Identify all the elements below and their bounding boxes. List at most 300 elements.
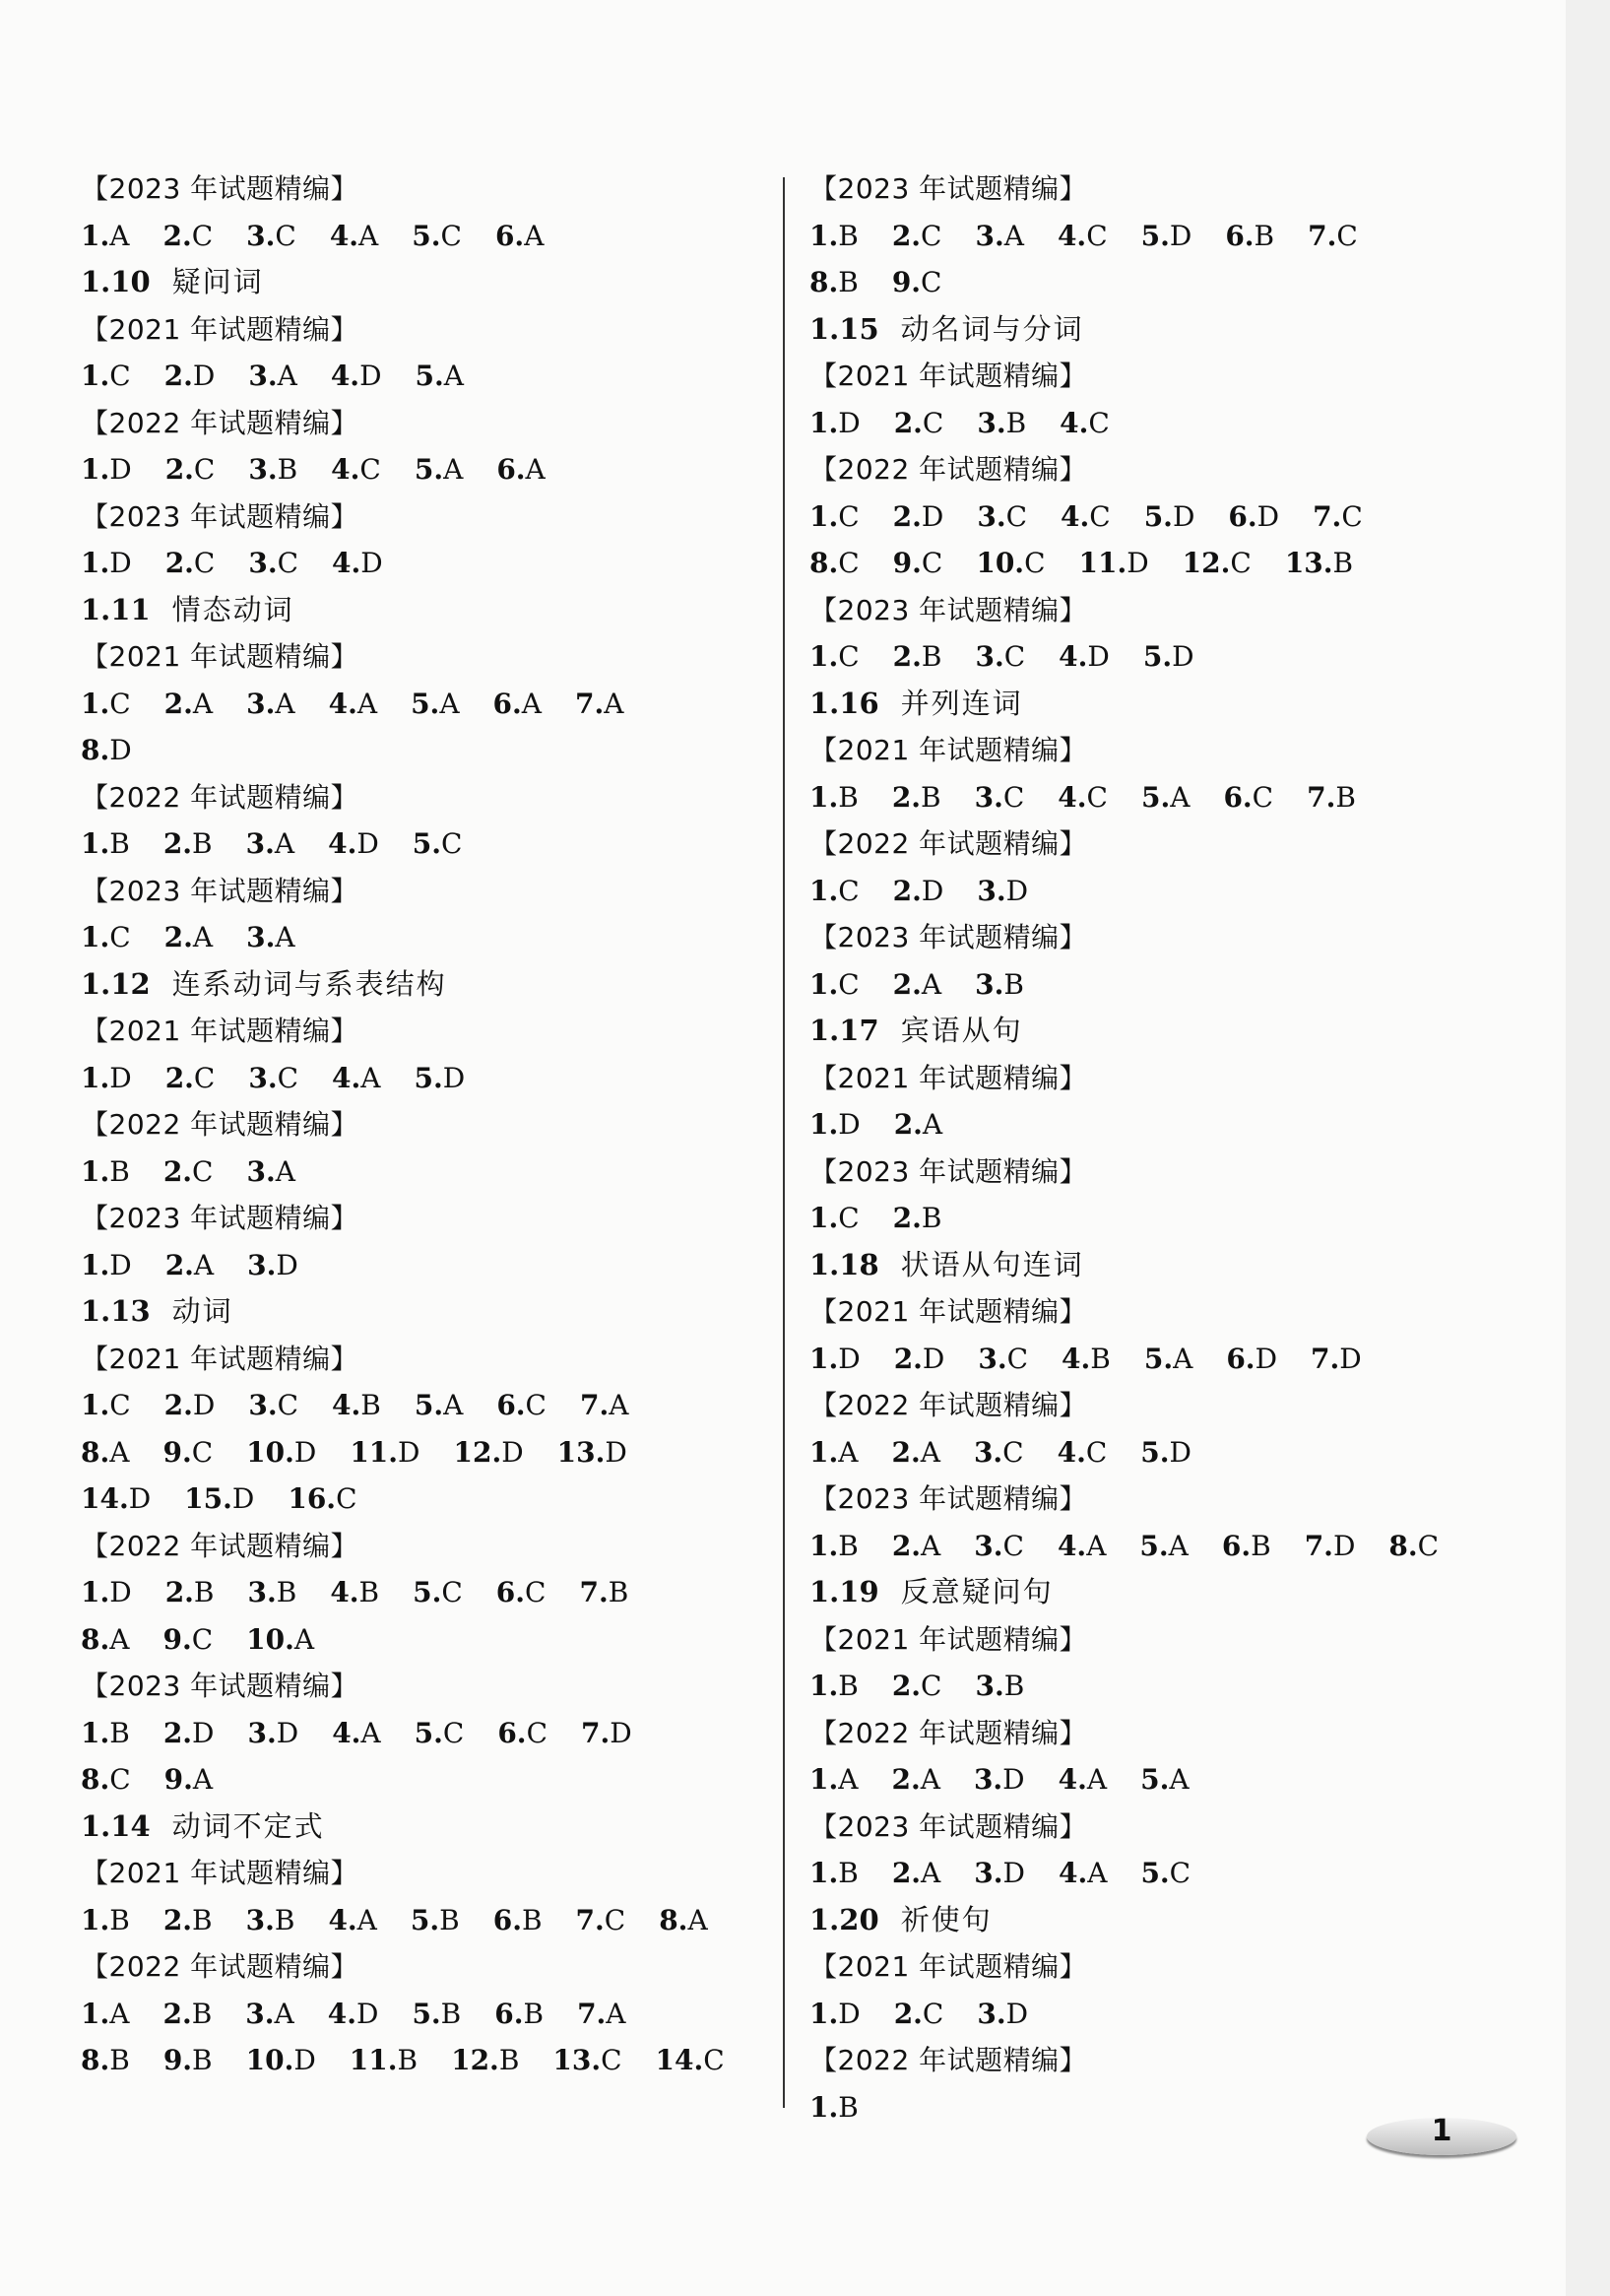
answer-row bbox=[809, 213, 1518, 260]
year-header: 【2021 年试题精编】 bbox=[81, 312, 359, 346]
question-number: 1. bbox=[81, 1903, 110, 1936]
answer-item bbox=[1225, 213, 1274, 260]
question-number: 4. bbox=[1058, 1763, 1087, 1796]
answer-item bbox=[1058, 1429, 1108, 1476]
answer-item bbox=[165, 446, 216, 493]
answer-item bbox=[1143, 633, 1194, 681]
answer-letter: C bbox=[1341, 499, 1363, 533]
answer-letter: B bbox=[1090, 1342, 1111, 1375]
answer-item bbox=[1183, 540, 1252, 587]
answer-item bbox=[1228, 493, 1279, 541]
question-number: 11. bbox=[1078, 547, 1127, 579]
year-header: 【2022 年试题精编】 bbox=[81, 1529, 359, 1562]
answer-letter: A bbox=[921, 1529, 941, 1562]
question-number: 7. bbox=[575, 687, 605, 720]
year-header: 【2021 年试题精编】 bbox=[81, 1342, 359, 1375]
answer-item bbox=[1313, 493, 1363, 541]
answer-row bbox=[81, 914, 770, 961]
question-number: 7. bbox=[581, 1716, 611, 1749]
question-number: 1. bbox=[81, 1576, 110, 1608]
answer-letter: B bbox=[277, 453, 298, 486]
answer-item bbox=[891, 1756, 939, 1804]
answer-letter: C bbox=[1088, 406, 1110, 439]
answer-letter: C bbox=[109, 360, 131, 392]
question-number: 1. bbox=[809, 1435, 839, 1469]
answer-letter: B bbox=[360, 1389, 381, 1421]
section-number: 1.14 bbox=[81, 1808, 151, 1843]
answer-item bbox=[974, 1850, 1025, 1897]
answer-item bbox=[245, 1991, 293, 2038]
answer-row bbox=[809, 1523, 1518, 1570]
question-number: 2. bbox=[164, 1248, 194, 1281]
answer-item bbox=[332, 1055, 380, 1102]
answer-item bbox=[162, 213, 213, 260]
answer-item bbox=[415, 1710, 465, 1757]
question-number: 5. bbox=[414, 1389, 444, 1421]
answer-item bbox=[164, 681, 213, 728]
answer-item bbox=[81, 820, 130, 868]
answer-item bbox=[329, 681, 377, 728]
answer-letter: A bbox=[192, 921, 214, 953]
question-number: 9. bbox=[162, 1622, 192, 1656]
answer-item bbox=[580, 1382, 628, 1429]
section-title: 宾语从句 bbox=[900, 1014, 1023, 1047]
question-number: 2. bbox=[163, 687, 193, 720]
question-number: 2. bbox=[892, 967, 922, 1001]
answer-item bbox=[974, 1429, 1024, 1476]
answer-row bbox=[809, 1429, 1518, 1476]
answer-letter: C bbox=[1024, 547, 1046, 579]
question-number: 1. bbox=[809, 1763, 839, 1796]
answer-letter: C bbox=[1230, 547, 1252, 579]
answer-letter: C bbox=[191, 1435, 214, 1469]
answer-item bbox=[496, 1569, 547, 1616]
answer-row bbox=[81, 2037, 770, 2084]
question-number: 3. bbox=[973, 1763, 1003, 1796]
answer-letter: A bbox=[838, 1435, 859, 1469]
answer-letter: D bbox=[838, 406, 861, 439]
answer-row bbox=[81, 1429, 770, 1476]
question-number: 7. bbox=[1307, 780, 1336, 814]
answer-item bbox=[893, 540, 943, 587]
answer-row bbox=[81, 1055, 770, 1102]
question-number: 5. bbox=[1139, 1529, 1169, 1562]
section-number: 1.11 bbox=[81, 592, 151, 626]
answer-letter: A bbox=[193, 1248, 215, 1281]
answer-letter: B bbox=[192, 1903, 213, 1936]
question-number: 4. bbox=[332, 547, 361, 579]
answer-letter: B bbox=[1003, 1670, 1025, 1702]
answer-letter: C bbox=[1005, 499, 1028, 533]
answer-letter: C bbox=[1086, 780, 1108, 814]
answer-item bbox=[81, 1429, 129, 1476]
answer-row bbox=[809, 868, 1518, 915]
answer-letter: A bbox=[277, 360, 297, 392]
answer-letter: B bbox=[191, 1997, 213, 2030]
answer-item bbox=[892, 213, 942, 260]
answer-item bbox=[893, 868, 944, 915]
answer-item bbox=[332, 1382, 381, 1429]
section-number: 1.19 bbox=[809, 1575, 879, 1608]
answer-item bbox=[248, 1569, 297, 1616]
answer-item bbox=[497, 1710, 547, 1757]
answer-letter: B bbox=[838, 1529, 859, 1562]
answer-row bbox=[81, 446, 770, 493]
answer-letter: B bbox=[921, 780, 941, 814]
question-number: 9. bbox=[162, 2044, 193, 2076]
answer-item bbox=[977, 1991, 1028, 2038]
answer-item bbox=[974, 1756, 1025, 1804]
answer-letter: D bbox=[293, 1435, 317, 1469]
section-title: 反意疑问句 bbox=[900, 1575, 1054, 1608]
question-number: 4. bbox=[332, 1716, 361, 1749]
answer-item bbox=[1226, 1336, 1277, 1383]
answer-item bbox=[453, 1429, 523, 1476]
answer-item bbox=[413, 1569, 463, 1616]
answer-letter: B bbox=[109, 1154, 130, 1188]
question-number: 1. bbox=[81, 1389, 110, 1421]
question-number: 4. bbox=[1060, 406, 1089, 439]
answer-row bbox=[809, 1756, 1518, 1804]
answer-letter: C bbox=[109, 687, 131, 720]
answer-item bbox=[246, 1429, 316, 1476]
question-number: 1. bbox=[809, 2090, 839, 2124]
answer-row bbox=[809, 1850, 1518, 1897]
section-number: 1.16 bbox=[809, 686, 879, 720]
question-number: 2. bbox=[162, 1154, 193, 1188]
answer-letter: B bbox=[838, 266, 859, 298]
question-number: 8. bbox=[809, 266, 839, 298]
question-number: 1. bbox=[809, 1857, 839, 1889]
question-number: 10. bbox=[246, 1622, 294, 1656]
answer-item bbox=[1139, 1523, 1188, 1570]
question-number: 3. bbox=[977, 1997, 1006, 2030]
question-number: 5. bbox=[414, 1716, 443, 1749]
answer-letter: A bbox=[525, 453, 546, 486]
answer-letter: B bbox=[1254, 219, 1275, 252]
answer-item bbox=[894, 1101, 942, 1148]
answer-item bbox=[1223, 774, 1273, 821]
answer-letter: C bbox=[1085, 1435, 1108, 1469]
answer-item bbox=[575, 681, 623, 728]
question-number: 2. bbox=[892, 874, 922, 907]
answer-letter: A bbox=[921, 1857, 941, 1889]
answer-item bbox=[248, 540, 298, 587]
question-number: 1. bbox=[81, 1248, 110, 1281]
answer-letter: B bbox=[1003, 967, 1024, 1001]
answer-item bbox=[1140, 1756, 1189, 1804]
answer-item bbox=[809, 1991, 861, 2038]
answer-letter: C bbox=[1002, 1435, 1024, 1469]
answer-item bbox=[975, 774, 1025, 821]
question-number: 11. bbox=[350, 1435, 399, 1469]
answer-item bbox=[1061, 493, 1111, 541]
question-number: 6. bbox=[496, 1389, 526, 1421]
question-number: 4. bbox=[1057, 1529, 1087, 1562]
question-number: 2. bbox=[892, 640, 922, 673]
answer-letter: D bbox=[276, 1716, 299, 1749]
answer-item bbox=[977, 493, 1027, 541]
answer-item bbox=[1141, 213, 1192, 260]
answer-row bbox=[81, 540, 770, 587]
answer-item bbox=[974, 1523, 1024, 1570]
section-heading bbox=[809, 1897, 1518, 1944]
answer-item bbox=[81, 1756, 131, 1804]
answer-item bbox=[977, 400, 1026, 447]
question-number: 5. bbox=[1143, 499, 1173, 533]
answer-item bbox=[412, 1991, 461, 2038]
answer-letter: D bbox=[1169, 219, 1192, 252]
question-number: 2. bbox=[162, 1716, 193, 1749]
question-number: 7. bbox=[1304, 1529, 1333, 1562]
answer-letter: A bbox=[922, 1108, 943, 1141]
answer-letter: C bbox=[1336, 219, 1358, 252]
answer-letter: A bbox=[1170, 780, 1191, 814]
question-number: 1. bbox=[809, 1202, 839, 1234]
answer-item bbox=[451, 2037, 519, 2084]
answer-item bbox=[1060, 400, 1110, 447]
question-number: 2. bbox=[164, 1576, 194, 1608]
question-number: 1. bbox=[81, 547, 110, 579]
question-number: 5. bbox=[1142, 640, 1173, 673]
answer-letter: A bbox=[275, 687, 295, 720]
year-header: 【2022 年试题精编】 bbox=[809, 1716, 1088, 1749]
question-number: 8. bbox=[1388, 1529, 1418, 1562]
answer-item bbox=[809, 2084, 859, 2132]
question-number: 5. bbox=[412, 219, 441, 252]
answer-letter: B bbox=[193, 1576, 215, 1608]
answer-letter: A bbox=[356, 687, 378, 720]
answer-letter: B bbox=[1005, 406, 1027, 439]
question-number: 4. bbox=[1058, 1857, 1088, 1889]
question-number: 4. bbox=[330, 360, 360, 392]
question-number: 8. bbox=[81, 1622, 110, 1656]
answer-item bbox=[1308, 213, 1358, 260]
answer-item bbox=[162, 1429, 213, 1476]
answer-letter: D bbox=[442, 1061, 466, 1094]
year-header: 【2021 年试题精编】 bbox=[81, 1857, 359, 1889]
answer-letter: D bbox=[1255, 1342, 1278, 1375]
question-number: 1. bbox=[81, 1997, 110, 2030]
answer-letter: B bbox=[1332, 547, 1354, 579]
section-heading bbox=[809, 1242, 1518, 1289]
answer-item bbox=[894, 1991, 944, 2038]
question-number: 1. bbox=[809, 874, 839, 907]
answer-letter: A bbox=[109, 1622, 130, 1656]
answer-letter: D bbox=[921, 874, 944, 907]
answer-letter: C bbox=[526, 1716, 547, 1749]
answer-item bbox=[81, 1897, 130, 1944]
question-number: 9. bbox=[891, 266, 922, 298]
question-number: 2. bbox=[163, 360, 193, 392]
answer-letter: C bbox=[191, 1622, 214, 1656]
answer-letter: C bbox=[838, 547, 860, 579]
question-number: 5. bbox=[412, 827, 442, 860]
question-number: 3. bbox=[247, 1716, 277, 1749]
answer-letter: A bbox=[1168, 1529, 1189, 1562]
question-number: 4. bbox=[332, 1061, 361, 1094]
answer-letter: C bbox=[191, 219, 214, 252]
question-number: 6. bbox=[494, 219, 525, 252]
answer-item bbox=[246, 820, 294, 868]
section-title: 连系动词与系表结构 bbox=[171, 966, 447, 1001]
answer-item bbox=[246, 1148, 294, 1196]
answer-item bbox=[164, 914, 213, 961]
question-number: 4. bbox=[330, 1576, 359, 1608]
section-title: 动名词与分词 bbox=[900, 311, 1084, 346]
answer-item bbox=[164, 1382, 216, 1429]
question-number: 8. bbox=[81, 2044, 110, 2076]
answer-item bbox=[893, 633, 942, 681]
question-number: 3. bbox=[248, 1061, 278, 1094]
answer-letter: A bbox=[275, 1154, 295, 1188]
answer-row bbox=[81, 1991, 770, 2038]
answer-item bbox=[165, 1055, 216, 1102]
answer-letter: D bbox=[192, 1716, 215, 1749]
answer-item bbox=[809, 213, 859, 260]
question-number: 1. bbox=[809, 1342, 839, 1375]
answer-item bbox=[809, 540, 860, 587]
answer-item bbox=[331, 353, 382, 400]
question-number: 2. bbox=[162, 1903, 193, 1936]
answer-item bbox=[659, 1897, 707, 1944]
answer-item bbox=[1079, 540, 1149, 587]
year-header: 【2022 年试题精编】 bbox=[81, 1950, 359, 1983]
year-header: 【2022 年试题精编】 bbox=[81, 1108, 359, 1141]
question-number: 1. bbox=[81, 360, 110, 392]
question-number: 1. bbox=[809, 406, 839, 439]
answer-row bbox=[809, 633, 1518, 681]
answer-item bbox=[809, 633, 860, 681]
section-heading bbox=[81, 1288, 770, 1336]
answer-item bbox=[1058, 1523, 1106, 1570]
answer-item bbox=[411, 681, 459, 728]
year-header: 【2023 年试题精编】 bbox=[809, 172, 1088, 205]
answer-letter: A bbox=[443, 453, 464, 486]
answer-item bbox=[1059, 633, 1110, 681]
answer-letter: C bbox=[1006, 1342, 1029, 1375]
question-number: 8. bbox=[659, 1903, 688, 1936]
answer-letter: D bbox=[1256, 499, 1280, 533]
question-number: 3. bbox=[246, 1154, 276, 1188]
page-number: 1 bbox=[1431, 2114, 1452, 2148]
year-header: 【2021 年试题精编】 bbox=[809, 1950, 1088, 1983]
answer-item bbox=[415, 446, 463, 493]
answer-item bbox=[809, 259, 859, 306]
answer-letter: C bbox=[441, 827, 463, 860]
question-number: 1. bbox=[81, 1154, 110, 1188]
answer-letter: B bbox=[608, 1576, 629, 1608]
question-number: 7. bbox=[579, 1576, 609, 1608]
answer-item bbox=[1144, 1336, 1192, 1383]
answer-letter: A bbox=[360, 1716, 381, 1749]
answer-row bbox=[809, 400, 1518, 447]
answer-letter: D bbox=[231, 1482, 255, 1515]
question-number: 3. bbox=[975, 1670, 1004, 1702]
answer-letter: D bbox=[359, 360, 382, 392]
answer-item bbox=[184, 1476, 254, 1523]
answer-letter: A bbox=[439, 687, 460, 720]
section-title: 动词不定式 bbox=[171, 1808, 325, 1843]
answer-item bbox=[248, 1055, 298, 1102]
question-number: 5. bbox=[414, 1061, 443, 1094]
answer-letter: C bbox=[109, 1763, 131, 1796]
answer-letter: C bbox=[838, 1202, 860, 1234]
answer-letter: D bbox=[109, 1576, 132, 1608]
answer-item bbox=[975, 961, 1024, 1009]
question-number: 2. bbox=[891, 780, 922, 814]
question-number: 3. bbox=[248, 360, 278, 392]
answer-letter: A bbox=[1086, 1763, 1108, 1796]
question-number: 5. bbox=[1140, 1857, 1170, 1889]
section-heading bbox=[81, 587, 770, 634]
question-number: 5. bbox=[415, 360, 444, 392]
answer-item bbox=[493, 1897, 543, 1944]
answer-letter: D bbox=[128, 1482, 152, 1515]
question-number: 4. bbox=[327, 1997, 356, 2030]
answer-item bbox=[163, 1710, 215, 1757]
question-number: 5. bbox=[1143, 1342, 1174, 1375]
answer-letter: C bbox=[441, 1576, 463, 1608]
answer-item bbox=[81, 914, 131, 961]
answer-letter: D bbox=[838, 1108, 861, 1141]
answer-item bbox=[81, 1710, 130, 1757]
answer-letter: D bbox=[922, 1342, 945, 1375]
answer-item bbox=[975, 1663, 1024, 1710]
question-number: 7. bbox=[575, 1903, 605, 1936]
answer-item bbox=[246, 2037, 316, 2084]
question-number: 2. bbox=[892, 1202, 922, 1234]
answer-item bbox=[164, 353, 216, 400]
question-number: 2. bbox=[893, 1997, 923, 2030]
question-number: 8. bbox=[81, 1763, 110, 1796]
answer-item bbox=[248, 1382, 298, 1429]
question-number: 6. bbox=[1225, 219, 1255, 252]
answer-letter: B bbox=[838, 780, 859, 814]
answer-letter: A bbox=[360, 1061, 381, 1094]
answer-item bbox=[1140, 1429, 1191, 1476]
answer-row bbox=[809, 1336, 1518, 1383]
answer-item bbox=[81, 540, 132, 587]
answer-item bbox=[809, 1756, 858, 1804]
section-title: 疑问词 bbox=[171, 265, 264, 298]
year-header: 【2023 年试题精编】 bbox=[809, 593, 1088, 626]
answer-letter: D bbox=[1172, 499, 1195, 533]
answer-item bbox=[248, 353, 296, 400]
answer-row bbox=[81, 820, 770, 868]
answer-letter: C bbox=[336, 1482, 357, 1515]
answer-letter: B bbox=[838, 219, 859, 252]
answer-letter: C bbox=[277, 1061, 299, 1094]
section-number: 1.17 bbox=[809, 1014, 879, 1047]
section-number: 1.12 bbox=[81, 966, 151, 1001]
answer-item bbox=[411, 1897, 460, 1944]
question-number: 1. bbox=[809, 1529, 839, 1562]
answer-letter: C bbox=[922, 406, 944, 439]
question-number: 10. bbox=[246, 1435, 294, 1469]
question-number: 5. bbox=[412, 1997, 441, 2030]
answer-letter: A bbox=[192, 687, 214, 720]
answer-item bbox=[893, 493, 944, 541]
answer-letter: A bbox=[293, 1622, 315, 1656]
answer-item bbox=[81, 446, 132, 493]
answer-item bbox=[1311, 1336, 1362, 1383]
question-number: 1. bbox=[81, 453, 110, 486]
section-heading bbox=[809, 1569, 1518, 1616]
year-header: 【2022 年试题精编】 bbox=[809, 453, 1088, 486]
answer-letter: B bbox=[921, 640, 942, 673]
question-number: 2. bbox=[893, 406, 923, 439]
